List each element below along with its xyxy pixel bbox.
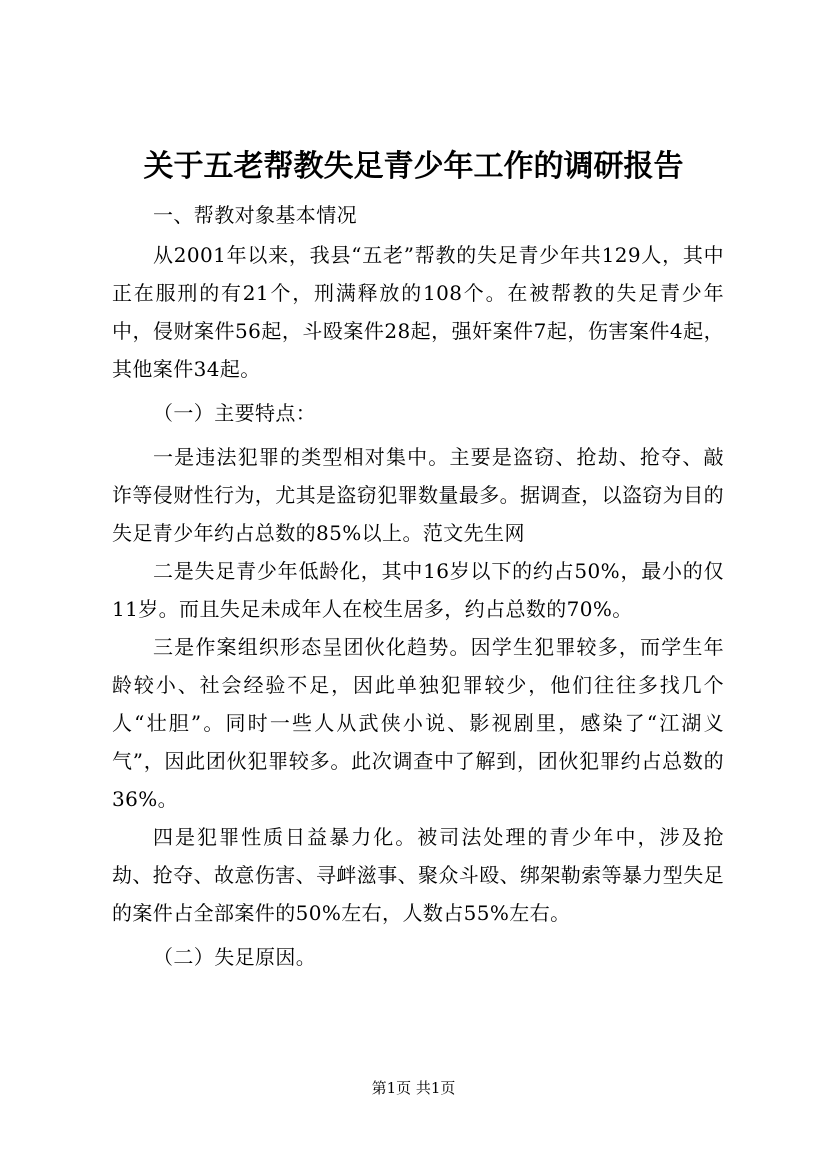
paragraph-point-one: 一是违法犯罪的类型相对集中。主要是盗窃、抢劫、抢夺、敲诈等侵财性行为，尤其是盗窃犯罪数量最多。据调查，以盗窃为目的失足青少年约占总数的85%以上。范文先生网 [112, 445, 724, 545]
page-footer: 第1页 共1页 [371, 1079, 456, 1097]
subsection-heading-causes: （二）失足原因。 [153, 945, 317, 969]
paragraph-point-three: 三是作案组织形态呈团伙化趋势。因学生犯罪较多，而学生年龄较小、社会经验不足，因此单独犯罪较少，他们往往多找几个人“壮胆”。同时一些人从武侠小说、影视剧里，感染了“江湖义气”，因此团伙犯罪较多。此次调查中了解到，团伙犯罪约占总数的36%。 [112, 635, 724, 811]
paragraph-point-two: 二是失足青少年低龄化，其中16岁以下的约占50%，最小的仅11岁。而且失足未成年人在校生居多，约占总数的70%。 [112, 559, 724, 621]
subsection-heading-main-features: （一）主要特点： [153, 401, 317, 425]
paragraph-intro: 从2001年以来，我县“五老”帮教的失足青少年共129人，其中正在服刑的有21个，刑满释放的108个。在被帮教的失足青少年中，侵财案件56起，斗殴案件28起，强奸案件7起，伤害案件4起，其他案件34起。 [112, 243, 724, 381]
document-body [112, 196, 724, 976]
document-title: 关于五老帮教失足青少年工作的调研报告 [143, 149, 684, 184]
paragraph-point-four: 四是犯罪性质日益暴力化。被司法处理的青少年中，涉及抢劫、抢夺、故意伤害、寻衅滋事、聚众斗殴、绑架勒索等暴力型失足的案件占全部案件的50%左右，人数占55%左右。 [112, 825, 724, 925]
section-heading-basic-situation: 一、帮教对象基本情况 [153, 203, 357, 227]
